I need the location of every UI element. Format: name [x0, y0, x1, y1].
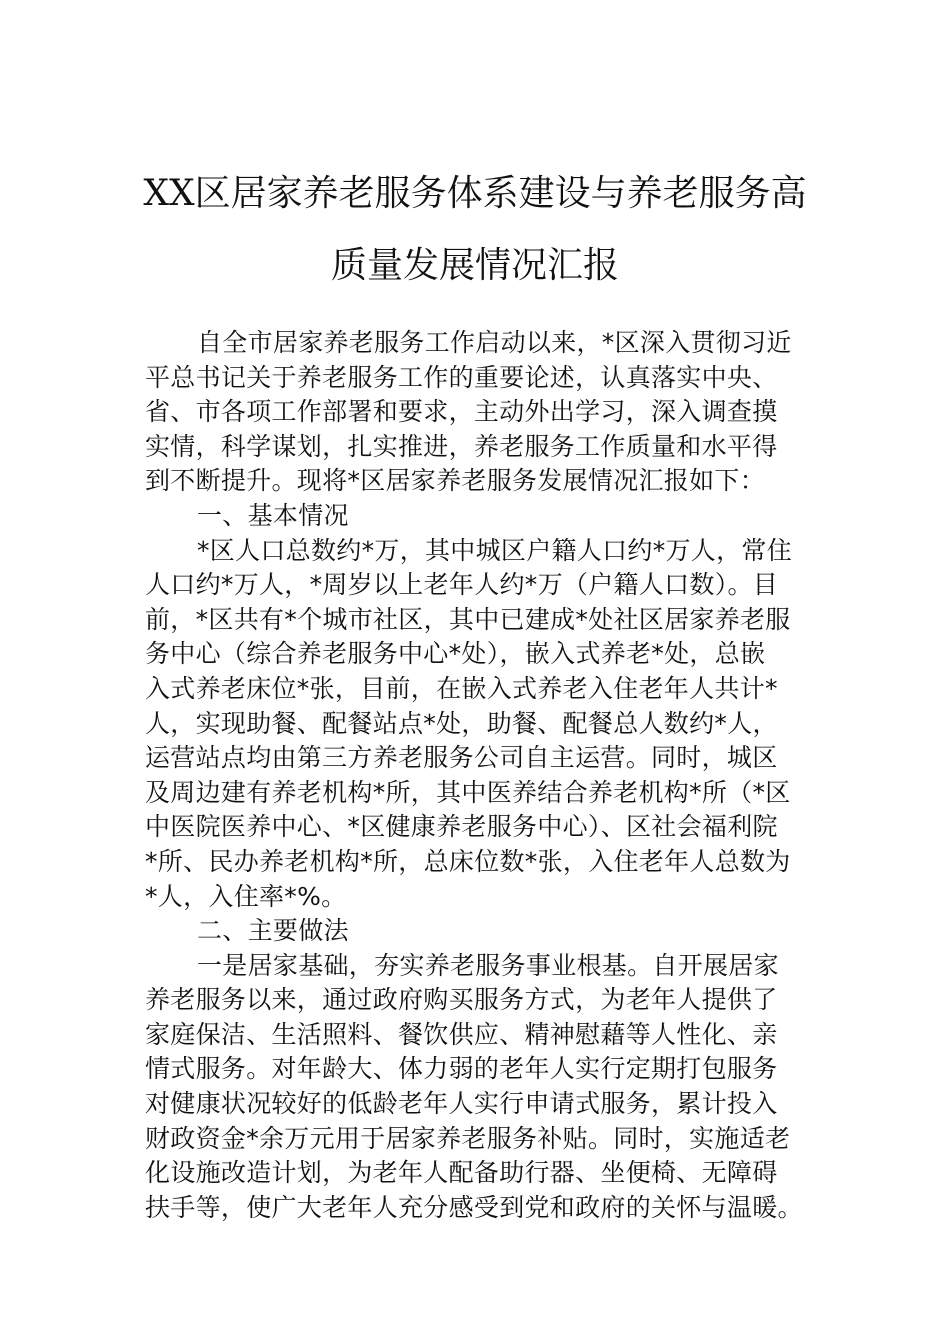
title-line: 质量发展情况汇报: [330, 245, 619, 286]
document-title: [130, 158, 820, 302]
paragraph-line: 平总书记关于养老服务工作的重要论述，认真落实中央、: [145, 362, 778, 392]
paragraph-line: 入式养老床位*张，目前，在嵌入式养老入住老年人共计*: [145, 673, 778, 703]
paragraph-line: *人，入住率*%。: [145, 881, 347, 911]
paragraph-line: 人口约*万人，*周岁以上老年人约*万（户籍人口数）。目: [145, 570, 779, 600]
paragraph-line: 对健康状况较好的低龄老年人实行申请式服务，累计投入: [145, 1089, 778, 1119]
paragraph-line: 自全市居家养老服务工作启动以来，*区深入贯彻习近: [197, 328, 792, 357]
paragraph-line: 化设施改造计划，为老年人配备助行器、坐便椅、无障碍: [145, 1158, 778, 1188]
basic-situation-paragraph: [145, 534, 810, 915]
paragraph-line: 家庭保洁、生活照料、餐饮供应、精神慰藉等人性化、亲: [145, 1019, 778, 1049]
paragraph-line: 及周边建有养老机构*所，其中医养结合养老机构*所（*区: [145, 777, 791, 807]
paragraph-line: 省、市各项工作部署和要求，主动外出学习，深入调查摸: [145, 397, 778, 427]
paragraph-line: *所、民办养老机构*所，总床位数*张，入住老年人总数为: [145, 846, 791, 876]
paragraph-line: 扶手等，使广大老年人充分感受到党和政府的关怀与温暖。: [145, 1192, 803, 1222]
paragraph-line: 养老服务以来，通过政府购买服务方式，为老年人提供了: [145, 985, 778, 1015]
paragraph-line: 前，*区共有*个城市社区，其中已建成*处社区居家养老服: [145, 604, 791, 634]
section-heading-basic: [145, 499, 810, 534]
section-heading-practices: [145, 914, 810, 949]
paragraph-line: 到不断提升。现将*区居家养老服务发展情况汇报如下：: [145, 466, 766, 496]
intro-paragraph: [145, 326, 810, 499]
document-body: [145, 326, 810, 1225]
paragraph-line: 运营站点均由第三方养老服务公司自主运营。同时，城区: [145, 743, 778, 773]
section-heading-text: 二、主要做法: [197, 916, 349, 946]
paragraph-line: 中医院医养中心、*区健康养老服务中心）、区社会福利院: [145, 812, 778, 842]
paragraph-line: 情式服务。对年龄大、体力弱的老年人实行定期打包服务: [145, 1054, 778, 1084]
paragraph-line: 人，实现助餐、配餐站点*处，助餐、配餐总人数约*人，: [145, 708, 778, 738]
paragraph-line: 财政资金*余万元用于居家养老服务补贴。同时，实施适老: [145, 1123, 791, 1153]
section-heading-text: 一、基本情况: [197, 500, 349, 530]
title-line: XX区居家养老服务体系建设与养老服务高: [143, 173, 807, 214]
paragraph-line: 一是居家基础，夯实养老服务事业根基。自开展居家: [197, 950, 779, 980]
paragraph-line: 实情，科学谋划，扎实推进，养老服务工作质量和水平得: [145, 431, 778, 461]
paragraph-line: *区人口总数约*万，其中城区户籍人口约*万人，常住: [197, 535, 793, 565]
paragraph-line: 务中心（综合养老服务中心*处），嵌入式养老*处，总嵌: [145, 639, 766, 669]
practices-paragraph: [145, 949, 810, 1226]
